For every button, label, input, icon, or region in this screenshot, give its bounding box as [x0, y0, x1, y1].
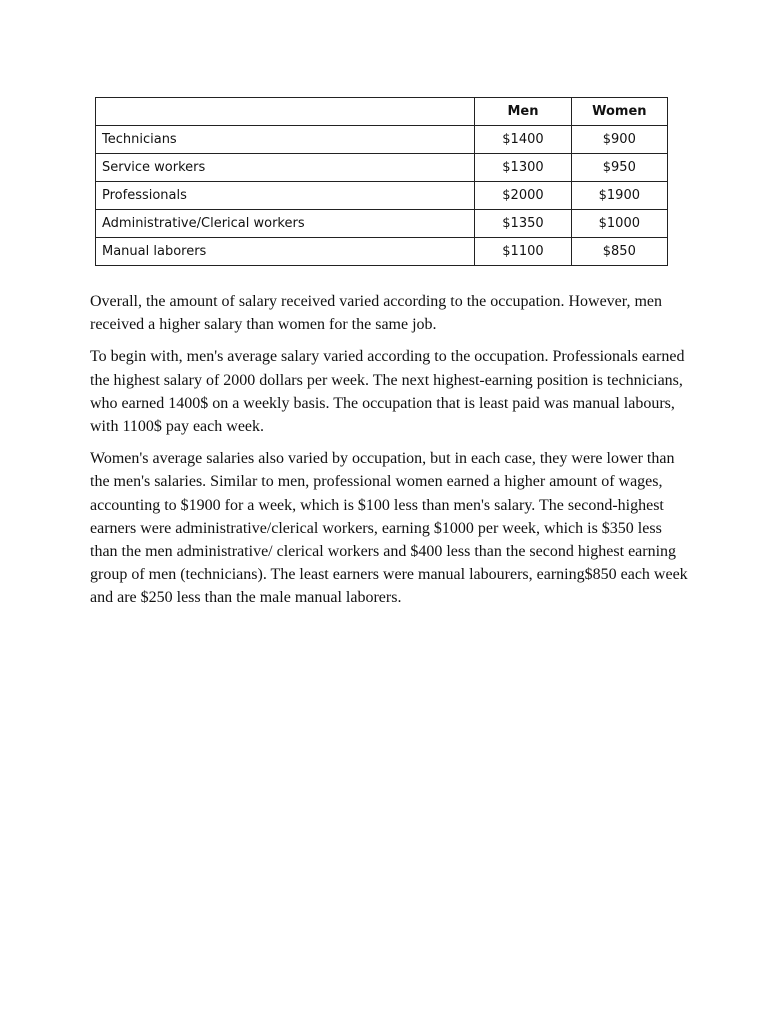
row-category: Administrative/Clerical workers	[96, 210, 475, 238]
table-header-row	[96, 98, 668, 126]
table-header-women: Women	[571, 98, 667, 126]
paragraph-overview: Overall, the amount of salary received varied according to the occupation. However, men received a higher salary than women for the same job.	[90, 293, 663, 334]
row-category: Manual laborers	[96, 238, 475, 266]
row-women-salary: $950	[571, 154, 667, 182]
table-row	[96, 126, 668, 154]
salary-table	[95, 97, 668, 266]
table-header-empty	[96, 98, 475, 126]
table-row	[96, 210, 668, 238]
row-category: Technicians	[96, 126, 475, 154]
row-women-salary: $1900	[571, 182, 667, 210]
table-row	[96, 182, 668, 210]
row-women-salary: $1000	[571, 210, 667, 238]
row-men-salary: $1100	[475, 238, 571, 266]
row-men-salary: $2000	[475, 182, 571, 210]
row-women-salary: $900	[571, 126, 667, 154]
body-text	[90, 290, 690, 619]
paragraph-women: Women's average salaries also varied by occupation, but in each case, they were lower than the men's salaries. Similar to men, professional women earned a higher amount of wages, accounting to $1900 for a week, which is $100 less than men's salary. The second-highest earners were administrative/clerical workers, earning $1000 per week, which is $350 less than the men administrative/ clerical workers and $400 less than the second highest earning group of men (technicians). The least earners were manual labourers, earning$850 each week and are $250 less than the male manual laborers.	[90, 450, 688, 607]
row-category: Professionals	[96, 182, 475, 210]
table-row	[96, 154, 668, 182]
row-women-salary: $850	[571, 238, 667, 266]
row-men-salary: $1400	[475, 126, 571, 154]
table-header-men: Men	[475, 98, 571, 126]
row-men-salary: $1350	[475, 210, 571, 238]
row-men-salary: $1300	[475, 154, 571, 182]
paragraph-men: To begin with, men's average salary varied according to the occupation. Professionals earned the highest salary of 2000 dollars per week. The next highest-earning position is technicians, who earned 1400$ on a weekly basis. The occupation that is least paid was manual labours, with 1100$ pay each week.	[90, 348, 685, 436]
table-row	[96, 238, 668, 266]
row-category: Service workers	[96, 154, 475, 182]
